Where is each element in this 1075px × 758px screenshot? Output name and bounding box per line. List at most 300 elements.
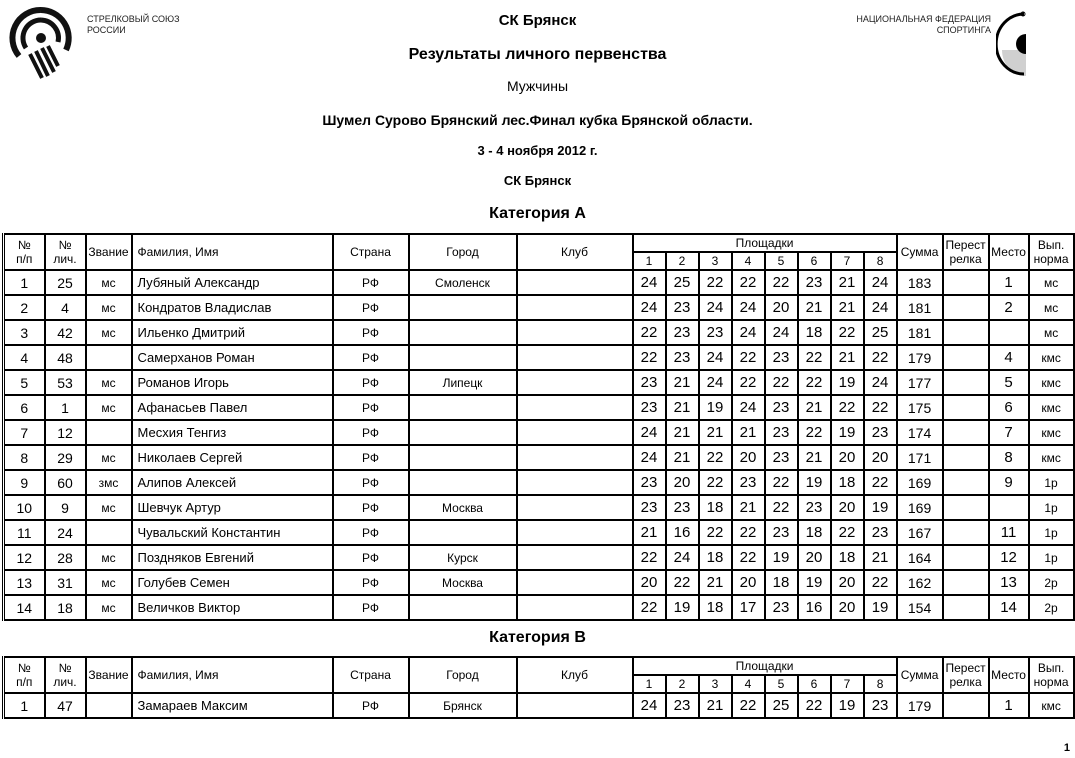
col-header-rank: Звание [86,657,132,693]
col-header-club: Клуб [517,234,633,270]
cell-score-station-5: 24 [765,320,798,345]
cell-name: Николаев Сергей [132,445,333,470]
table-row [4,445,1074,470]
cell-score-station-7: 22 [831,395,864,420]
col-header-num-lich [45,657,86,693]
cell-place: 1 [989,270,1029,295]
col-header-station-4: 4 [732,252,765,270]
header-line: № [58,661,72,675]
cell-score-station-8: 23 [864,520,897,545]
cell-score-station-3: 21 [699,420,732,445]
cell-score-station-4: 24 [732,295,765,320]
cell-score-station-5: 23 [765,420,798,445]
event-name: Шумел Сурово Брянский лес.Финал кубка Брянской области. [322,112,753,128]
col-header-num-lich [45,234,86,270]
cell-num-pp: 3 [4,320,45,345]
cell-score-station-6: 22 [798,345,831,370]
cell-country: РФ [333,395,409,420]
cell-country: РФ [333,320,409,345]
cell-club [517,345,633,370]
cell-score-station-7: 21 [831,345,864,370]
cell-norm: кмс [1029,445,1074,470]
cell-score-station-5: 22 [765,495,798,520]
col-header-norm [1029,234,1074,270]
cell-name: Кондратов Владислав [132,295,333,320]
col-header-station-7: 7 [831,675,864,693]
cell-shootoff [943,520,989,545]
cell-rank: мс [86,545,132,570]
cell-country: РФ [333,520,409,545]
cell-score-station-6: 21 [798,295,831,320]
col-header-shootoff [943,234,989,270]
cell-score-station-4: 17 [732,595,765,620]
cell-place: 4 [989,345,1029,370]
cell-score-station-3: 21 [699,570,732,595]
cell-score-station-3: 18 [699,595,732,620]
cell-score-station-4: 22 [732,270,765,295]
cell-score-station-3: 22 [699,270,732,295]
cell-score-station-6: 18 [798,520,831,545]
col-header-station-1: 1 [633,675,666,693]
cell-rank: змс [86,470,132,495]
cell-rank: мс [86,445,132,470]
cell-place: 9 [989,470,1029,495]
table-row [4,693,1074,718]
cell-place: 5 [989,370,1029,395]
cell-shootoff [943,693,989,718]
club-title: СК Брянск [498,12,577,29]
cell-num-lich: 1 [45,395,86,420]
cell-place: 14 [989,595,1029,620]
cell-sum: 169 [897,495,943,520]
cell-score-station-1: 22 [633,545,666,570]
cell-sum: 162 [897,570,943,595]
cell-place: 6 [989,395,1029,420]
cell-score-station-4: 20 [732,570,765,595]
cell-score-station-1: 23 [633,395,666,420]
cell-num-lich: 4 [45,295,86,320]
cell-rank: мс [86,570,132,595]
cell-rank: мс [86,395,132,420]
cell-city [409,395,517,420]
cell-sum: 175 [897,395,943,420]
cell-sum: 169 [897,470,943,495]
cell-score-station-3: 19 [699,395,732,420]
cell-score-station-6: 23 [798,270,831,295]
cell-score-station-5: 23 [765,595,798,620]
cell-num-pp: 2 [4,295,45,320]
col-header-num-pp [4,657,45,693]
cell-sum: 171 [897,445,943,470]
cell-city [409,595,517,620]
cell-score-station-5: 19 [765,545,798,570]
cell-score-station-8: 23 [864,693,897,718]
cell-club [517,570,633,595]
col-header-place: Место [989,657,1029,693]
cell-num-lich: 9 [45,495,86,520]
cell-score-station-5: 22 [765,270,798,295]
cell-name: Замараев Максим [132,693,333,718]
cell-num-pp: 1 [4,270,45,295]
cell-city: Брянск [409,693,517,718]
cell-name: Поздняков Евгений [132,545,333,570]
cell-club [517,545,633,570]
cell-shootoff [943,470,989,495]
cell-name: Самерханов Роман [132,345,333,370]
table-row [4,295,1074,320]
cell-name: Шевчук Артур [132,495,333,520]
col-header-station-3: 3 [699,252,732,270]
cell-score-station-8: 20 [864,445,897,470]
cell-sum: 174 [897,420,943,445]
cell-score-station-2: 25 [666,270,699,295]
cell-country: РФ [333,545,409,570]
cell-score-station-4: 23 [732,470,765,495]
cell-score-station-1: 22 [633,320,666,345]
cell-club [517,693,633,718]
cell-score-station-6: 18 [798,320,831,345]
cell-score-station-4: 24 [732,395,765,420]
cell-country: РФ [333,420,409,445]
cell-sum: 183 [897,270,943,295]
header-line: норма [1033,252,1069,266]
cell-name: Алипов Алексей [132,470,333,495]
cell-norm: 1р [1029,545,1074,570]
cell-name: Лубяный Александр [132,270,333,295]
header-line: Вып. [1037,238,1065,252]
header-line: п/п [16,675,33,689]
event-dates: 3 - 4 ноября 2012 г. [477,143,598,158]
cell-club [517,445,633,470]
cell-club [517,420,633,445]
cell-country: РФ [333,570,409,595]
cell-club [517,295,633,320]
cell-norm: кмс [1029,370,1074,395]
cell-score-station-1: 24 [633,270,666,295]
cell-num-pp: 10 [4,495,45,520]
cell-score-station-2: 23 [666,693,699,718]
header-line: релка [949,252,982,266]
cell-score-station-8: 22 [864,470,897,495]
cell-score-station-5: 23 [765,520,798,545]
cell-num-lich: 25 [45,270,86,295]
cell-city: Смоленск [409,270,517,295]
event-venue: СК Брянск [503,173,572,188]
cell-score-station-2: 21 [666,370,699,395]
cell-city [409,295,517,320]
cell-rank: мс [86,320,132,345]
cell-country: РФ [333,295,409,320]
table-row [4,520,1074,545]
results-table-category-b [2,656,1075,719]
cell-score-station-5: 23 [765,345,798,370]
cell-score-station-1: 22 [633,595,666,620]
cell-norm: кмс [1029,395,1074,420]
cell-place: 8 [989,445,1029,470]
cell-score-station-6: 22 [798,420,831,445]
cell-city: Липецк [409,370,517,395]
cell-num-lich: 12 [45,420,86,445]
header-line: № [17,661,31,675]
table-row [4,470,1074,495]
col-header-shootoff [943,657,989,693]
col-header-country: Страна [333,234,409,270]
col-header-name: Фамилия, Имя [132,234,333,270]
cell-score-station-7: 20 [831,495,864,520]
cell-city: Москва [409,570,517,595]
cell-num-pp: 1 [4,693,45,718]
cell-score-station-8: 21 [864,545,897,570]
col-header-club: Клуб [517,657,633,693]
col-header-country: Страна [333,657,409,693]
cell-num-lich: 47 [45,693,86,718]
cell-score-station-4: 21 [732,495,765,520]
cell-name: Афанасьев Павел [132,395,333,420]
cell-club [517,395,633,420]
cell-place: 13 [989,570,1029,595]
cell-score-station-5: 25 [765,693,798,718]
cell-num-pp: 9 [4,470,45,495]
cell-norm: 1р [1029,495,1074,520]
category-a-title: Категория А [489,205,586,222]
cell-rank: мс [86,495,132,520]
cell-num-pp: 5 [4,370,45,395]
col-header-station-8: 8 [864,675,897,693]
table-row [4,570,1074,595]
cell-city [409,445,517,470]
cell-place: 2 [989,295,1029,320]
cell-shootoff [943,595,989,620]
cell-city: Курск [409,545,517,570]
header-row [4,234,1074,252]
cell-score-station-1: 24 [633,445,666,470]
col-header-stations: Площадки [633,657,897,675]
cell-score-station-5: 23 [765,395,798,420]
cell-score-station-6: 21 [798,445,831,470]
cell-score-station-1: 20 [633,570,666,595]
cell-num-lich: 53 [45,370,86,395]
cell-score-station-5: 18 [765,570,798,595]
cell-score-station-5: 22 [765,370,798,395]
header-line: Перест [945,661,986,675]
col-header-city: Город [409,657,517,693]
table-row [4,595,1074,620]
cell-sum: 181 [897,320,943,345]
cell-score-station-3: 22 [699,445,732,470]
cell-sum: 179 [897,345,943,370]
cell-num-pp: 13 [4,570,45,595]
cell-score-station-2: 20 [666,470,699,495]
col-header-station-6: 6 [798,252,831,270]
table-row [4,395,1074,420]
cell-num-pp: 14 [4,595,45,620]
col-header-stations: Площадки [633,234,897,252]
cell-rank [86,520,132,545]
cell-place: 12 [989,545,1029,570]
cell-place: 11 [989,520,1029,545]
cell-rank: мс [86,595,132,620]
cell-name: Величков Виктор [132,595,333,620]
col-header-sum: Сумма [897,657,943,693]
cell-num-pp: 11 [4,520,45,545]
page-number: 1 [1063,742,1070,754]
cell-rank: мс [86,270,132,295]
page-title: Результаты личного первенства [408,46,667,63]
cell-score-station-2: 23 [666,495,699,520]
cell-num-pp: 6 [4,395,45,420]
header-line: № [17,238,31,252]
cell-num-lich: 48 [45,345,86,370]
cell-score-station-7: 19 [831,420,864,445]
table-row [4,545,1074,570]
cell-place: 1 [989,693,1029,718]
cell-score-station-3: 18 [699,545,732,570]
table-row [4,345,1074,370]
cell-num-pp: 4 [4,345,45,370]
cell-name: Месхия Тенгиз [132,420,333,445]
cell-shootoff [943,320,989,345]
cell-score-station-7: 22 [831,520,864,545]
cell-score-station-4: 22 [732,545,765,570]
cell-shootoff [943,345,989,370]
cell-place [989,320,1029,345]
cell-score-station-3: 21 [699,693,732,718]
table-row [4,270,1074,295]
col-header-station-3: 3 [699,675,732,693]
cell-sum: 154 [897,595,943,620]
cell-score-station-6: 23 [798,495,831,520]
cell-score-station-1: 21 [633,520,666,545]
cell-shootoff [943,370,989,395]
gender-label: Мужчины [506,78,569,94]
cell-sum: 181 [897,295,943,320]
header-line: релка [949,675,982,689]
cell-norm: кмс [1029,693,1074,718]
cell-score-station-1: 23 [633,495,666,520]
header-line: лич. [53,675,77,689]
cell-norm: мс [1029,295,1074,320]
col-header-sum: Сумма [897,234,943,270]
cell-score-station-4: 22 [732,370,765,395]
cell-club [517,320,633,345]
cell-num-pp: 7 [4,420,45,445]
cell-norm: кмс [1029,420,1074,445]
cell-score-station-1: 23 [633,370,666,395]
cell-score-station-7: 20 [831,570,864,595]
cell-score-station-7: 22 [831,320,864,345]
cell-score-station-4: 20 [732,445,765,470]
cell-score-station-2: 21 [666,445,699,470]
cell-num-pp: 8 [4,445,45,470]
cell-score-station-3: 23 [699,320,732,345]
cell-num-lich: 29 [45,445,86,470]
cell-score-station-2: 22 [666,570,699,595]
cell-score-station-7: 20 [831,445,864,470]
cell-score-station-8: 24 [864,295,897,320]
cell-score-station-6: 19 [798,570,831,595]
cell-shootoff [943,395,989,420]
header-line: № [58,238,72,252]
cell-rank: мс [86,295,132,320]
cell-country: РФ [333,470,409,495]
cell-score-station-3: 24 [699,295,732,320]
cell-score-station-3: 22 [699,470,732,495]
cell-score-station-3: 24 [699,370,732,395]
table-row [4,370,1074,395]
cell-city [409,520,517,545]
header-line: Перест [945,238,986,252]
cell-sum: 179 [897,693,943,718]
cell-shootoff [943,545,989,570]
cell-shootoff [943,420,989,445]
cell-num-lich: 18 [45,595,86,620]
cell-num-lich: 60 [45,470,86,495]
cell-norm: кмс [1029,345,1074,370]
cell-score-station-5: 22 [765,470,798,495]
col-header-station-2: 2 [666,252,699,270]
cell-score-station-7: 19 [831,693,864,718]
cell-city [409,470,517,495]
cell-club [517,520,633,545]
cell-score-station-3: 18 [699,495,732,520]
col-header-station-5: 5 [765,675,798,693]
cell-score-station-7: 18 [831,470,864,495]
cell-rank [86,345,132,370]
cell-num-lich: 31 [45,570,86,595]
cell-sum: 177 [897,370,943,395]
cell-shootoff [943,495,989,520]
cell-score-station-6: 21 [798,395,831,420]
cell-score-station-8: 24 [864,370,897,395]
cell-city: Москва [409,495,517,520]
cell-name: Голубев Семен [132,570,333,595]
header-line: норма [1033,675,1069,689]
col-header-place: Место [989,234,1029,270]
cell-score-station-8: 19 [864,495,897,520]
col-header-rank: Звание [86,234,132,270]
cell-score-station-4: 24 [732,320,765,345]
cell-shootoff [943,295,989,320]
header-line: Вып. [1037,661,1065,675]
cell-score-station-4: 21 [732,420,765,445]
table-row [4,495,1074,520]
col-header-name: Фамилия, Имя [132,657,333,693]
cell-city [409,345,517,370]
cell-score-station-8: 24 [864,270,897,295]
cell-score-station-8: 22 [864,345,897,370]
cell-norm: мс [1029,270,1074,295]
cell-place [989,495,1029,520]
cell-score-station-1: 24 [633,420,666,445]
cell-score-station-4: 22 [732,345,765,370]
cell-num-lich: 42 [45,320,86,345]
cell-country: РФ [333,270,409,295]
cell-score-station-1: 24 [633,693,666,718]
cell-norm: 2р [1029,570,1074,595]
cell-score-station-4: 22 [732,520,765,545]
cell-score-station-2: 23 [666,345,699,370]
cell-score-station-8: 22 [864,570,897,595]
cell-score-station-2: 16 [666,520,699,545]
cell-score-station-5: 20 [765,295,798,320]
cell-rank: мс [86,370,132,395]
col-header-station-7: 7 [831,252,864,270]
cell-score-station-7: 18 [831,545,864,570]
cell-name: Ильенко Дмитрий [132,320,333,345]
cell-country: РФ [333,370,409,395]
cell-sum: 164 [897,545,943,570]
cell-score-station-7: 20 [831,595,864,620]
